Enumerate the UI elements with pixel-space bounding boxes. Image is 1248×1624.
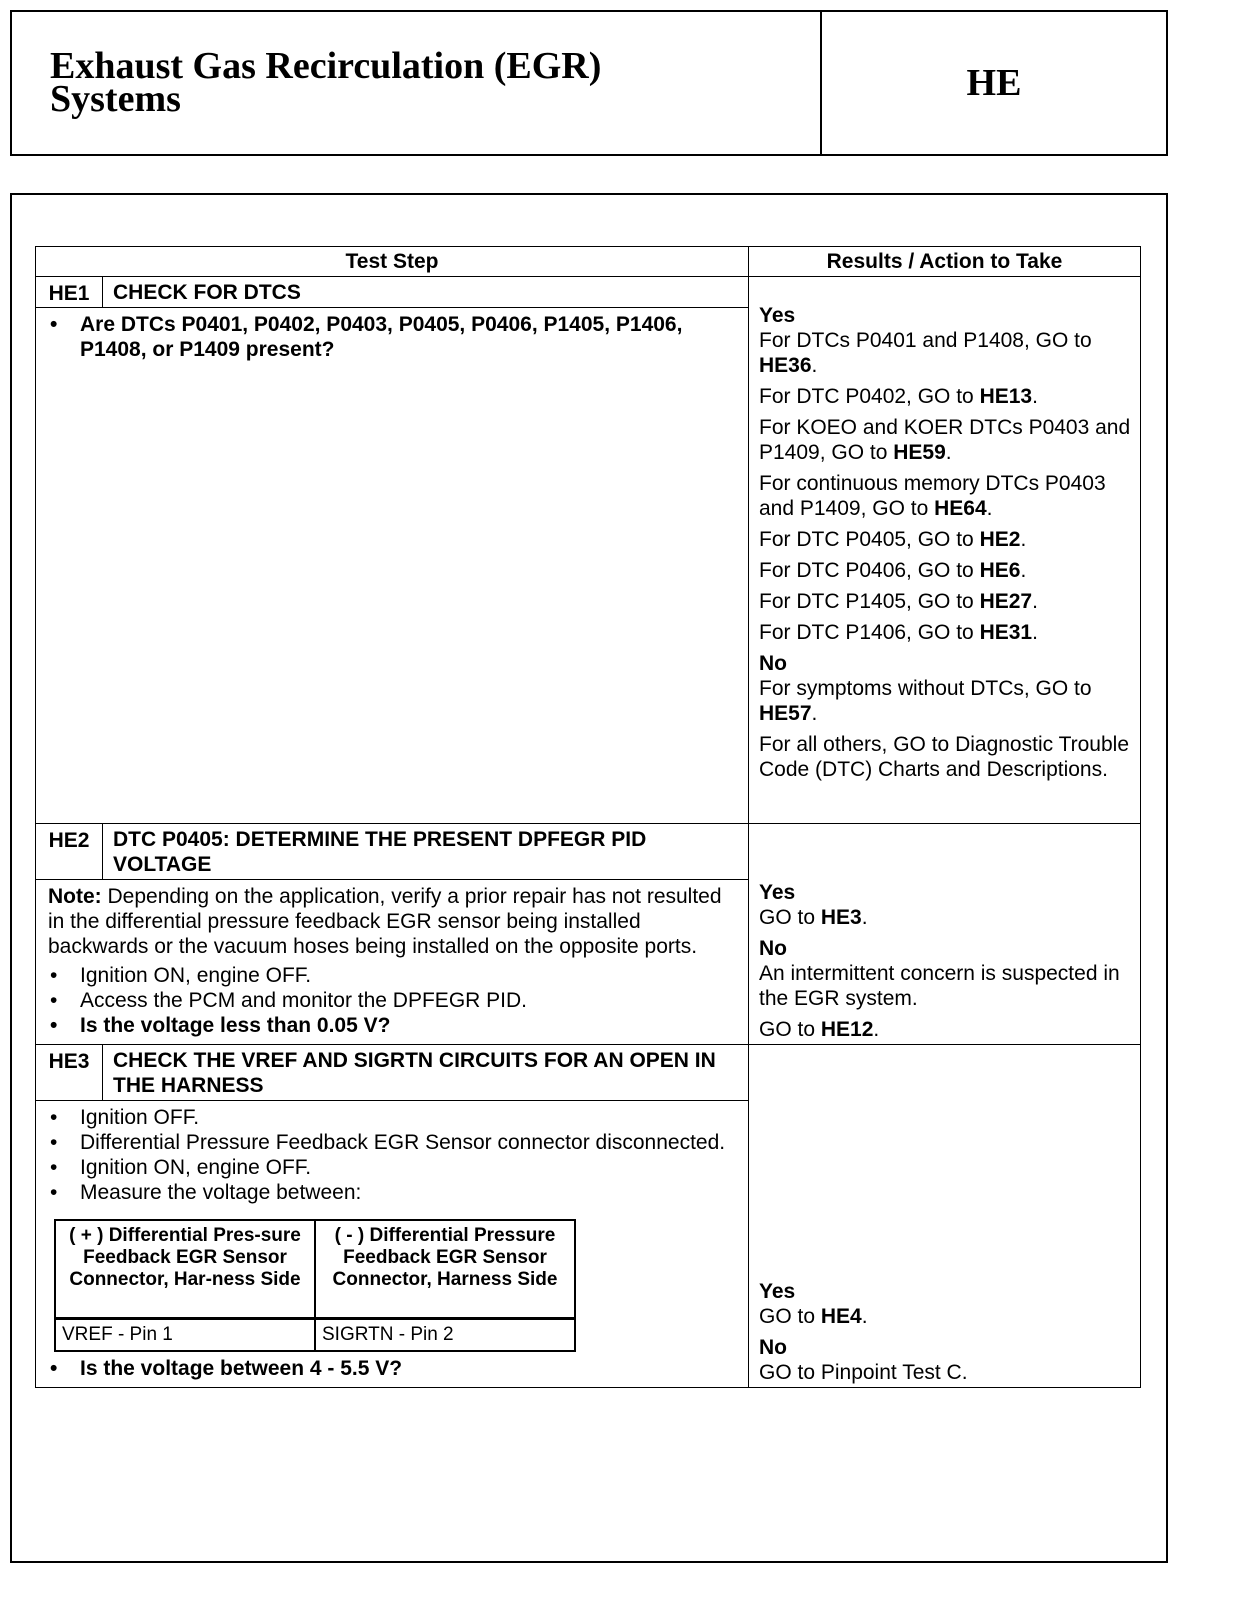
- yes-label: Yes: [759, 1280, 796, 1303]
- page-title: [50, 45, 820, 120]
- measurement-header-positive: ( + ) Differential Pres-sure Feedback EGR Sensor Connector, Har-ness Side: [55, 1220, 315, 1319]
- result-line: For continuous memory DTCs P0403 and P1409, GO to HE64.: [759, 472, 1106, 520]
- diagnostic-table: [35, 246, 1141, 1388]
- result-line: An intermittent concern is suspected in the EGR system.: [759, 962, 1120, 1010]
- question-he2: • Is the voltage less than 0.05 V?: [46, 1013, 728, 1038]
- bullet: • Differential Pressure Feedback EGR Sensor connector disconnected.: [46, 1130, 728, 1155]
- results-he3: [749, 1045, 1141, 1388]
- result-line: For DTC P1406, GO to HE31.: [759, 621, 1038, 644]
- measurement-table: [54, 1219, 576, 1352]
- yes-label: Yes: [759, 304, 796, 327]
- result-line: GO to HE4.: [759, 1305, 868, 1328]
- results-he2: [749, 824, 1141, 1045]
- title-line-1: Exhaust Gas Recirculation (EGR): [50, 45, 602, 87]
- col-header-test-step: Test Step: [36, 247, 749, 277]
- result-line: For DTC P0402, GO to HE13.: [759, 385, 1038, 408]
- results-he1: [749, 277, 1141, 824]
- question-he1: • Are DTCs P0401, P0402, P0403, P0405, P0406, P1405, P1406, P1408, or P1409 present?: [46, 312, 728, 362]
- step-body-he2: [36, 880, 749, 1045]
- measurement-value-negative: SIGRTN - Pin 2: [315, 1319, 575, 1352]
- step-id-he2: HE2: [36, 824, 103, 880]
- step-id-he3: HE3: [36, 1045, 103, 1101]
- result-line: For DTCs P0401 and P1408, GO to HE36.: [759, 329, 1092, 377]
- step-id-he1: HE1: [36, 277, 103, 308]
- note: Note: Depending on the application, verify a prior repair has not resulted in the differential pressure feedback EGR sensor being installed backwards or the vacuum hoses being installed on the opposite ports.: [48, 885, 722, 958]
- page-header: [10, 10, 1168, 156]
- result-line: GO to HE12.: [759, 1018, 880, 1041]
- bullet: • Ignition OFF.: [46, 1105, 728, 1130]
- result-line: For KOEO and KOER DTCs P0403 and P1409, GO to HE59.: [759, 416, 1131, 464]
- result-line: For DTC P0405, GO to HE2.: [759, 528, 1027, 551]
- step-title-he2: DTC P0405: DETERMINE THE PRESENT DPFEGR PID VOLTAGE: [103, 824, 749, 880]
- result-line: GO to HE3.: [759, 906, 868, 929]
- result-line: GO to Pinpoint Test C.: [759, 1361, 968, 1384]
- yes-label: Yes: [759, 881, 796, 904]
- result-line: For DTC P1405, GO to HE27.: [759, 590, 1038, 613]
- title-line-2: Systems: [50, 78, 181, 120]
- step-title-he1: CHECK FOR DTCS: [103, 277, 749, 308]
- bullet: • Access the PCM and monitor the DPFEGR PID.: [46, 988, 728, 1013]
- step-body-he1: [36, 308, 749, 824]
- no-label: No: [759, 652, 787, 675]
- no-label: No: [759, 1336, 787, 1359]
- result-line: For DTC P0406, GO to HE6.: [759, 559, 1027, 582]
- step-title-he3: CHECK THE VREF AND SIGRTN CIRCUITS FOR AN OPEN IN THE HARNESS: [103, 1045, 749, 1101]
- result-line: For symptoms without DTCs, GO to HE57.: [759, 677, 1092, 725]
- bullet: • Ignition ON, engine OFF.: [46, 1155, 728, 1180]
- result-line: For all others, GO to Diagnostic Trouble Code (DTC) Charts and Descriptions.: [759, 733, 1129, 781]
- title-cell: [12, 12, 822, 154]
- bullet: • Ignition ON, engine OFF.: [46, 963, 728, 988]
- step-body-he3: [36, 1101, 749, 1388]
- measurement-value-positive: VREF - Pin 1: [55, 1319, 315, 1352]
- col-header-results: Results / Action to Take: [749, 247, 1141, 277]
- section-code: HE: [966, 62, 1022, 104]
- measurement-header-negative: ( - ) Differential Pressure Feedback EGR Sensor Connector, Harness Side: [315, 1220, 575, 1319]
- bullet: • Measure the voltage between:: [46, 1180, 728, 1205]
- no-label: No: [759, 937, 787, 960]
- question-he3: • Is the voltage between 4 - 5.5 V?: [46, 1356, 728, 1381]
